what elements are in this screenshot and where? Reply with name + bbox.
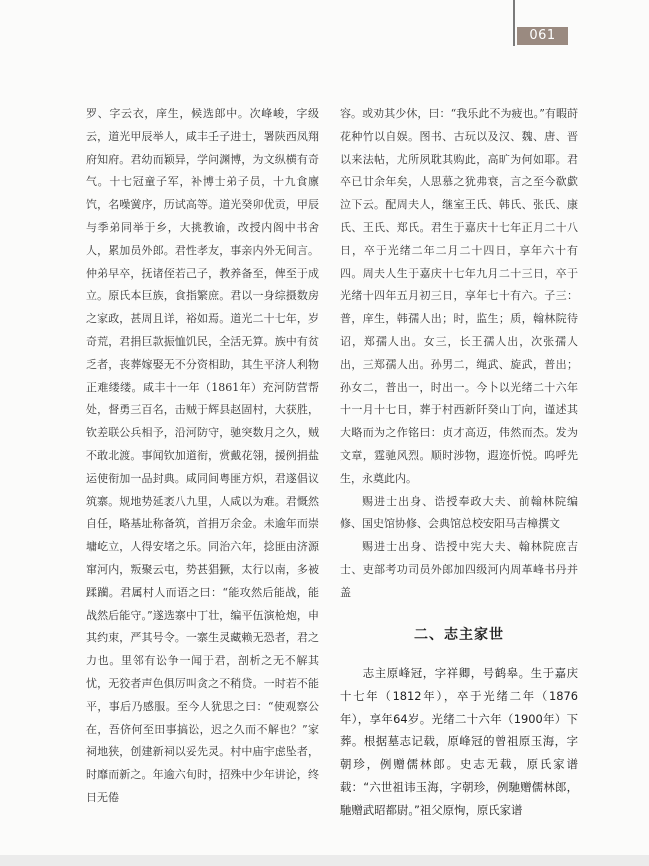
left-column-text: 罗、字云衣，庠生，候选郎中。次峰峻，字级云，道光甲辰举人，咸丰壬子进士，署陕西凤翔府知府。君幼而颖异，学问渊博，为文纵横有奇气。十七冠童子军，补博士弟子员，十九食廪饩，名噪黉序，历试高等。道光癸卯优贡，甲辰与季弟同举于乡，大挑教谕，改授内阁中书舍人，累加员外郎。君性孝友，事亲内外无间言。仲弟早卒，抚诸侄若己子，教养备至，俾至于成立。原氏本巨族，食指繁庶。君以一身综摄数房之家政，甚周且详，裕如焉。道光二十七年，岁奇荒，君捐巨款振恤饥民，全活无算。族中有贫乏者，丧葬嫁娶无不分资相助，其生平济人利物正难缕缕。咸丰十一年（1861年）充河防营帮处，督勇三百名，击贼于辉县赵固村，大获胜，钦差联公兵相予，沿河防守，驰突数月之久，贼不敢北渡。事闻钦加道衔，赏戴花翎，援例捐盐运使衔加一品封典。咸同间粤匪方炽，君遂倡议筑寨。规地势延袤八九里，人咸以为难。君慨然自任，略基址称备筑，首捐万余金。未逾年而崇墉屹立，人得安堵之乐。同治六年，捻匪由济源窜河内，叛聚云屯，势甚猖獗，太行以南，多被蹂躏。君属村人而语之曰：“能攻然后能战，能战然后能守。”遂选寨中丁壮，编平伍演枪炮，申其约束，严其号令。一寨生灵藏赖无恐者，君之力也。里邻有讼争一闻于君，剖析之无不解其忧，无狡者声色俱厉叫贪之不稍贷。一时若不能平，事后乃感服。至今人犹思之曰：“使观察公在，吾侪何至田事搞讼，迟之久而不解也？”家祠地狭，创建新祠以妥先灵。村中庙宇虑坠者，时靡而新之。年逾六旬时，招殊中少年讲论，终日无倦 bbox=[86, 107, 319, 804]
section-heading: 二、志主家世 bbox=[414, 627, 504, 643]
author-credit: 赐进士出身、诰授奉政大夫、前翰林院编修、国史馆协修、会典馆总校安阳马吉樟撰文 bbox=[340, 494, 578, 531]
bottom-band bbox=[0, 855, 649, 866]
right-column-text: 容。或劝其少休，曰：“我乐此不为疲也。”有暇莳花种竹以自娱。图书、古玩以及汉、魏、唐、晋以来法帖，尤所夙耽其购此，高旷为何如耶。君卒已廿余年矣，人思慕之犹弗衰，言之至今欷歔泣下云。配周夫人，继室王氏、韩氏、张氏、康氏、王氏、郑氏。君生于嘉庆十七年正月二十八日，卒于光绪二年二月二十四日，享年六十有四。周夫人生于嘉庆十七年九月二十三日，卒于光绪十四年五月初三日，享年七十有六。子三：普，庠生，韩孺人出；时，监生；质，翰林院待诏，郑孺人出。女三，长王孺人出，次张孺人出，三郑孺人出。孙男二，绳武、旋武，普出；孙女二，普出一，时出一。今卜以光绪二十六年十一月十七日，葬于村西新阡癸山丁向，谨述其大略而为之作铭曰：贞才高迈，伟然而杰。发为文章，霆驰风烈。顺时涉物，遐迩忻悦。呜呼先生，永奠此内。 bbox=[340, 107, 578, 485]
section-body bbox=[340, 662, 578, 822]
section-body-text: 志主原峰冠，字祥卿，号鹤皋。生于嘉庆十七年（1812年），卒于光绪二年（1876年），享年64岁。光绪二十六年（1900年）下葬。根据墓志记载，原峰冠的曾祖原玉海，字朝珍，例赠儒林郎。史志无载，原氏家谱载：“六世祖讳玉海，字朝珍，例馳赠儒林郎，馳赠武昭都尉。”祖父原恂，原氏家谱 bbox=[340, 666, 578, 817]
right-column bbox=[340, 103, 578, 605]
left-column bbox=[86, 103, 319, 810]
header-divider bbox=[513, 0, 515, 46]
calligrapher-credit: 赐进士出身、诰授中宪大夫、翰林院庶吉士、吏部考功司员外郎加四级河内周革峰书丹并盖 bbox=[340, 540, 578, 599]
page-number-badge: 061 bbox=[517, 27, 568, 45]
